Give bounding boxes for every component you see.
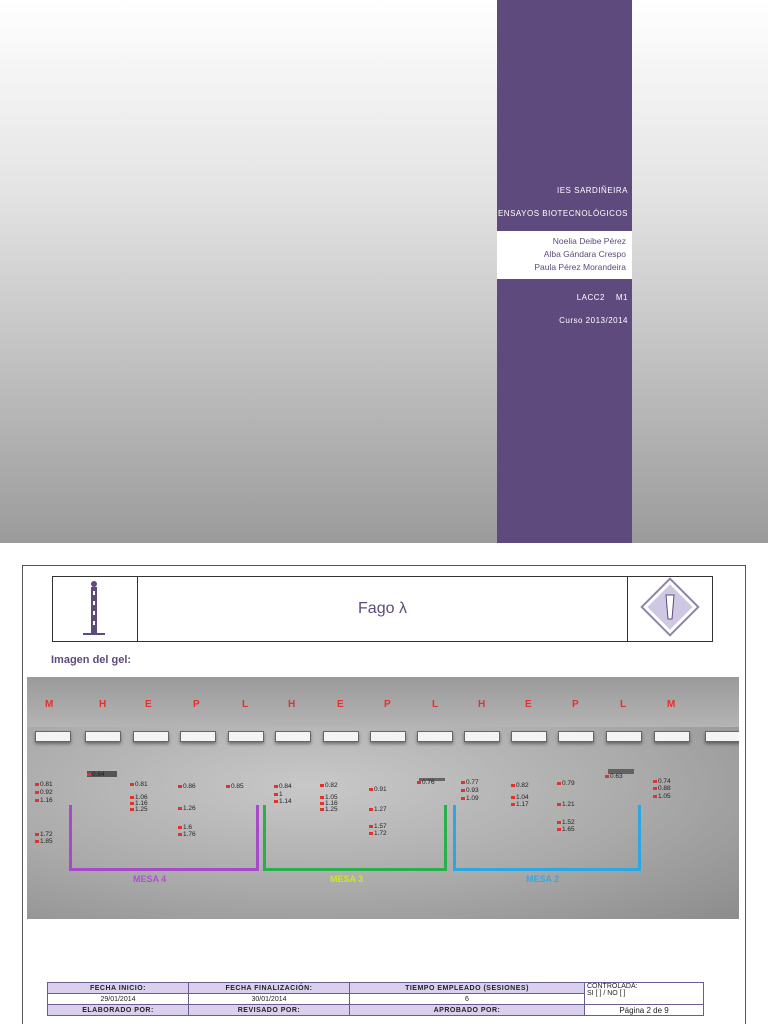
document-page-2 <box>22 565 746 1024</box>
band-label: 1.76 <box>178 831 196 838</box>
academic-year: Curso 2013/2014 <box>559 316 628 325</box>
authors-box <box>497 231 632 279</box>
gel-well <box>35 731 71 742</box>
fecha-fin-value: 30/01/2014 <box>189 994 350 1005</box>
subject-name: ENSAYOS BIOTECNOLÓGICOS <box>497 209 628 218</box>
fecha-inicio-value: 29/01/2014 <box>48 994 189 1005</box>
page-header <box>52 576 713 642</box>
footer-table <box>47 982 704 1016</box>
gel-well <box>275 731 311 742</box>
author-1: Noelia Deibe Pérez <box>552 236 626 246</box>
lane-label-p: P <box>193 699 200 710</box>
band-label: 1.72 <box>369 830 387 837</box>
lane-label-l: L <box>620 699 627 710</box>
band-label: 1.27 <box>369 806 387 813</box>
band-label: 0.79 <box>557 780 575 787</box>
band-label: 0.93 <box>461 787 479 794</box>
mesa-3-bracket <box>263 805 447 871</box>
lane-label-p: P <box>572 699 579 710</box>
lane-label-h: H <box>478 699 486 710</box>
tiempo-value: 6 <box>350 994 585 1005</box>
gel-well <box>558 731 594 742</box>
band-label: 1.16 <box>130 800 148 807</box>
band-label: 0.77 <box>461 779 479 786</box>
cover-purple-band <box>497 0 632 543</box>
lane-label-p: P <box>384 699 391 710</box>
mesa-4-label: MESA 4 <box>133 874 167 884</box>
band-label: 1.14 <box>274 798 292 805</box>
gel-well <box>133 731 169 742</box>
aprobado-label: APROBADO POR: <box>350 1005 585 1016</box>
controlada-label: CONTROLADA: <box>587 983 638 990</box>
band-label: 1.17 <box>511 801 529 808</box>
band-label: 1.57 <box>369 823 387 830</box>
lane-label-m: M <box>667 699 676 710</box>
controlada-value: SI [ ] / NO [ ] <box>587 990 626 997</box>
band-label: 1.25 <box>130 806 148 813</box>
band-label: 0.74 <box>653 778 671 785</box>
gel-well <box>323 731 359 742</box>
school-logo <box>53 577 138 641</box>
author-3: Paula Pérez Morandeira <box>534 262 626 272</box>
band-label: 1.85 <box>35 838 53 845</box>
gel-well <box>180 731 216 742</box>
lane-label-e: E <box>145 699 152 710</box>
band-label: 1.04 <box>511 794 529 801</box>
gel-well <box>511 731 547 742</box>
gel-heading: Imagen del gel: <box>51 654 132 666</box>
lane-label-h: H <box>288 699 296 710</box>
lane-label-e: E <box>337 699 344 710</box>
band-label: 0.85 <box>226 783 244 790</box>
band-label: 0.81 <box>130 781 148 788</box>
band-label: 0.92 <box>35 789 53 796</box>
revisado-label: REVISADO POR: <box>189 1005 350 1016</box>
gel-image <box>27 677 739 919</box>
mesa-2-label: MESA 2 <box>526 874 560 884</box>
fecha-inicio-label: FECHA INICIO: <box>48 983 189 994</box>
controlada-cell <box>585 983 704 1005</box>
band-label: 1.65 <box>557 826 575 833</box>
fecha-fin-label: FECHA FINALIZACIÓN: <box>189 983 350 994</box>
band-label: 0.88 <box>653 785 671 792</box>
band-label: 1.25 <box>320 806 338 813</box>
author-2: Alba Gándara Crespo <box>543 249 626 259</box>
band-label: 1.16 <box>35 797 53 804</box>
lane-label-l: L <box>432 699 439 710</box>
lane-label-l: L <box>242 699 249 710</box>
lane-label-e: E <box>525 699 532 710</box>
tiempo-label: TIEMPO EMPLEADO (SESIONES) <box>350 983 585 994</box>
lane-label-m: M <box>45 699 54 710</box>
band-label: 0.86 <box>178 783 196 790</box>
band-label: 1.26 <box>178 805 196 812</box>
school-name: IES SARDIÑEIRA <box>556 186 628 195</box>
elaborado-label: ELABORADO POR: <box>48 1005 189 1016</box>
band-label: 1.06 <box>130 794 148 801</box>
gel-well <box>228 731 264 742</box>
band-label: 1.09 <box>461 795 479 802</box>
gel-well <box>370 731 406 742</box>
band-label: 1.21 <box>557 801 575 808</box>
gel-well <box>705 731 739 742</box>
gel-well <box>85 731 121 742</box>
band-label: 1.05 <box>653 793 671 800</box>
band-label: 0.82 <box>511 782 529 789</box>
crest-logo <box>627 577 712 641</box>
gel-well <box>654 731 690 742</box>
band-label: 1.16 <box>320 800 338 807</box>
band-label: 0.91 <box>369 786 387 793</box>
gel-well <box>417 731 453 742</box>
page-title: Fago λ <box>358 600 407 617</box>
band-label: 1.6 <box>178 824 192 831</box>
gel-well <box>464 731 500 742</box>
mesa-3-label: MESA 3 <box>330 874 364 884</box>
band-label: 0.76 <box>417 779 435 786</box>
course-code: LACC2 M1 <box>576 293 628 302</box>
band-label: 0.82 <box>320 782 338 789</box>
mesa-2-bracket <box>453 805 641 871</box>
band-label: 0.84 <box>274 783 292 790</box>
gel-well-area <box>27 677 739 727</box>
band-label: 1.52 <box>557 819 575 826</box>
band-label: 1.72 <box>35 831 53 838</box>
page-number: Página 2 de 9 <box>585 1005 704 1016</box>
lane-label-h: H <box>99 699 107 710</box>
band-label: 0.81 <box>35 781 53 788</box>
gel-well <box>606 731 642 742</box>
band-label: 0.64 <box>87 771 105 778</box>
band-label: 0.63 <box>605 773 623 780</box>
band-label: 1 <box>274 791 283 798</box>
band-label: 1.05 <box>320 794 338 801</box>
mesa-4-bracket <box>69 805 259 871</box>
